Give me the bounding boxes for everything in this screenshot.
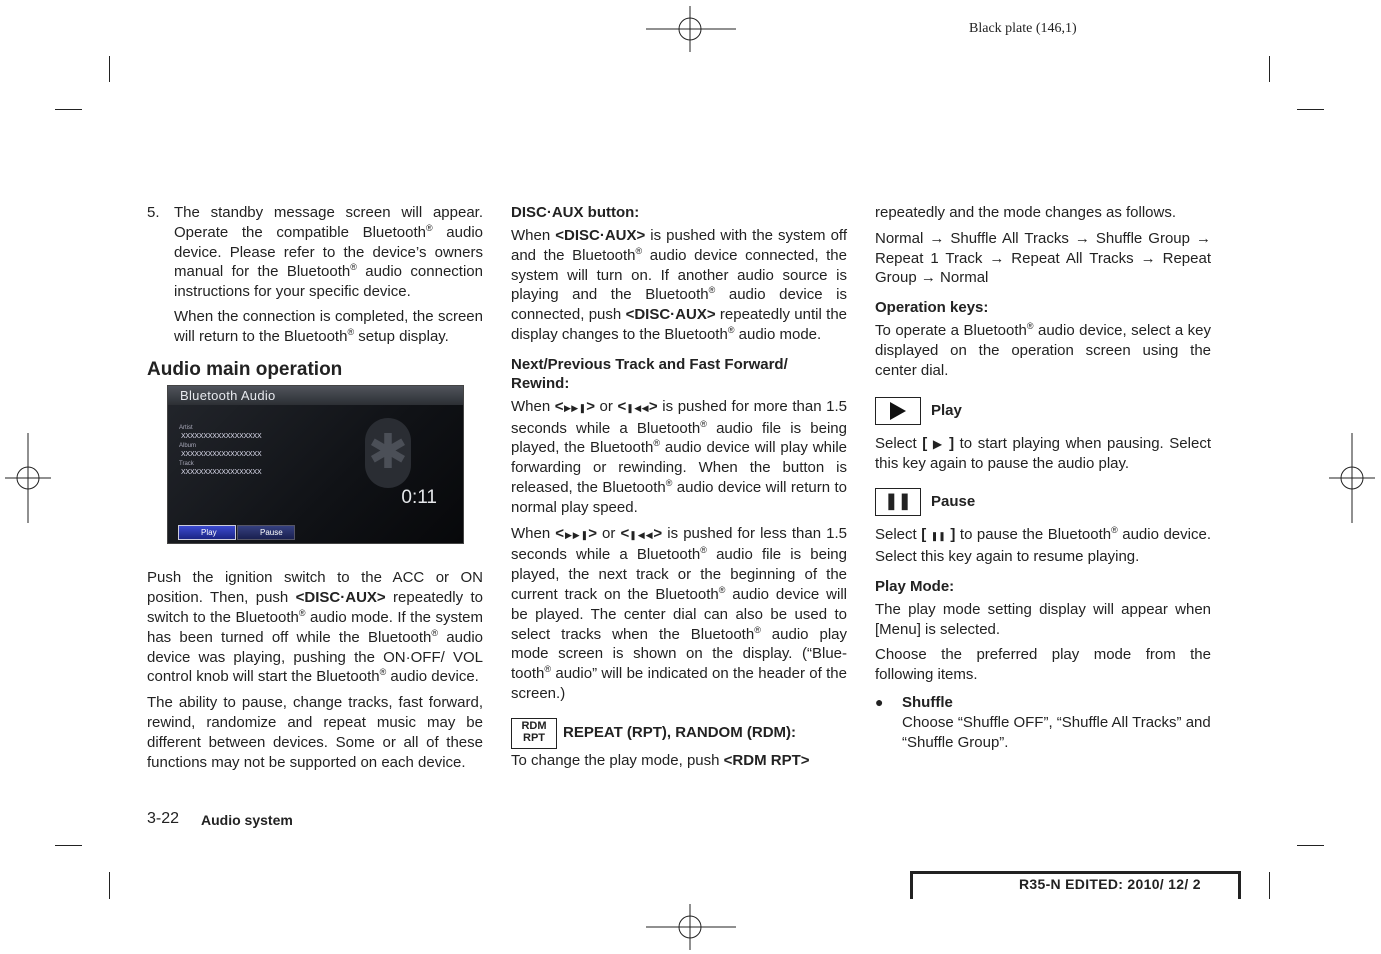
step-paragraph-1: The standby message screen will appear. Operate the compatible Bluetooth® audio device. Please refer to the device’s owners manual for the Bluetooth® audio connection instructions for your specific device.: [174, 204, 483, 301]
column-2: [511, 203, 847, 777]
screen-pause-button: Pause: [237, 525, 295, 540]
step-paragraph-2: When the connection is completed, the screen will return to the Bluetooth® setup display.: [174, 307, 483, 345]
seek-track-back-icon: ❚◀◀: [626, 402, 649, 413]
rdm-rpt-button-icon: RDM RPT: [511, 718, 557, 749]
track-label: Track: [179, 461, 194, 468]
play-key-icon: [875, 397, 921, 425]
step-body: [174, 203, 483, 352]
play-mode-heading: Play Mode:: [875, 577, 955, 595]
rdm-rpt-heading-row: [511, 718, 847, 749]
pause-key-label: Pause: [931, 493, 976, 511]
paragraph-play-mode: The play mode setting display will appear when [Menu] is selected.: [875, 600, 1211, 638]
play-icon: ▶: [932, 436, 944, 451]
pause-icon: ❚❚: [930, 531, 946, 542]
rdm-rpt-heading: REPEAT (RPT), RANDOM (RDM):: [563, 724, 797, 742]
pause-key-icon: ❚❚: [875, 488, 921, 516]
elapsed-time: 0:11: [401, 487, 437, 509]
seek-track-forward-icon: ▶▶❚: [564, 529, 589, 540]
paragraph-push-ignition: Push the ignition switch to the ACC or ON position. Then, push <DISC·AUX> repeatedly to switch to the Bluetooth® audio mode. If the system has been turned off while the Bluetooth® audio device was playing, pushing the ON·OFF/ VOL control knob will start the Bluetooth® audio device.: [147, 569, 483, 686]
paragraph-rdm-rpt: To change the play mode, push <RDM RPT>: [511, 751, 810, 769]
bluetooth-icon: ✱: [365, 418, 411, 488]
paragraph-hold: When <▶▶❚> or <❚◀◀> is pushed for more than 1.5 seconds while a Bluetooth® audio file is being played, the Bluetooth® audio device will play while forwarding or rewinding. When the button is released, the Bluetooth® audio device will return to normal play speed.: [511, 397, 847, 516]
page-number: 3-22: [147, 810, 180, 827]
paragraph-repeatedly: repeatedly and the mode changes as follows.: [875, 204, 1177, 221]
paragraph-pause-key: Select [ ❚❚ ] to pause the Bluetooth® audio device. Select this key again to resume playing.: [875, 525, 1211, 565]
edited-stamp: R35-N EDITED: 2010/ 12/ 2: [1019, 876, 1201, 892]
play-key-row: [875, 397, 1211, 425]
bluetooth-audio-screen-image: [167, 385, 464, 544]
paragraph-play-key: Select [ ▶ ] to start playing when pausing. Select this key again to pause the audio play.: [875, 434, 1211, 473]
screen-header: Bluetooth Audio: [168, 386, 463, 405]
artist-label: Artist: [179, 425, 193, 432]
pause-key-row: [875, 488, 1211, 516]
bullet-shuffle-body: Choose “Shuffle OFF”, “Shuffle All Tracks” and “Shuffle Group”.: [902, 713, 1211, 751]
plate-label: Black plate (146,1): [969, 21, 1077, 36]
seek-track-forward-icon: ▶▶❚: [563, 402, 587, 413]
column-3: [875, 203, 1211, 752]
registration-mark-top: [646, 6, 736, 52]
play-key-label: Play: [931, 401, 962, 419]
paragraph-ability: The ability to pause, change tracks, fast forward, rewind, randomize and repeat music may be different between devices. Some or all of these functions may not be supported on each device.: [147, 694, 483, 771]
bullet-shuffle: [875, 693, 1211, 713]
paragraph-choose: Choose the preferred play mode from the following items.: [875, 646, 1211, 684]
step-number: 5.: [147, 204, 160, 221]
album-label: Album: [179, 443, 197, 450]
paragraph-disc-aux: When <DISC·AUX> is pushed with the system off and the Bluetooth® audio device connected, the system will turn on. If another audio source is playing and the Bluetooth® audio device is connected, push <DISC·AUX> repeatedly until the display changes to the Bluetooth® audio mode.: [511, 227, 847, 343]
disc-aux-heading: DISC·AUX button:: [511, 204, 640, 221]
track-value: XXXXXXXXXXXXXXXXXX: [181, 469, 262, 477]
operation-keys-heading: Operation keys:: [875, 299, 989, 317]
paragraph-short-press: When <▶▶❚> or <❚◀◀> is pushed for less than 1.5 seconds while a Bluetooth® audio file is being played, the next track or the beginning of the current track on the Bluetooth® audio device will be played. The center dial can also be used to select tracks when the Bluetooth® audio play mode screen is shown on the display. (“Blue- tooth® audio” will be indicated on the header of the screen.): [511, 524, 848, 702]
paragraph-operation-keys: To operate a Bluetooth® audio device, select a key displayed on the operation screen using the center dial.: [875, 321, 1211, 379]
artist-value: XXXXXXXXXXXXXXXXXX: [181, 433, 262, 441]
section-name: Audio system: [201, 812, 293, 828]
screen-play-button: Play: [178, 525, 236, 540]
section-heading: Audio main operation: [147, 358, 343, 380]
registration-mark-left: [5, 433, 51, 523]
next-previous-heading: Next/Previous Track and Fast Forward/ Rewind:: [511, 355, 788, 392]
bullet-shuffle-title: Shuffle: [902, 693, 953, 711]
album-value: XXXXXXXXXXXXXXXXXX: [181, 451, 262, 459]
bullet-dot-icon: ●: [875, 693, 884, 710]
registration-mark-right: [1329, 433, 1375, 523]
paragraph-mode-sequence: Normal → Shuffle All Tracks → Shuffle Group → Repeat 1 Track → Repeat All Tracks → Repeat Group → Normal: [875, 229, 1211, 287]
column-1: [147, 203, 483, 778]
registration-mark-bottom: [646, 904, 736, 950]
seek-track-back-icon: ❚◀◀: [629, 529, 654, 540]
step-5: [147, 203, 483, 352]
